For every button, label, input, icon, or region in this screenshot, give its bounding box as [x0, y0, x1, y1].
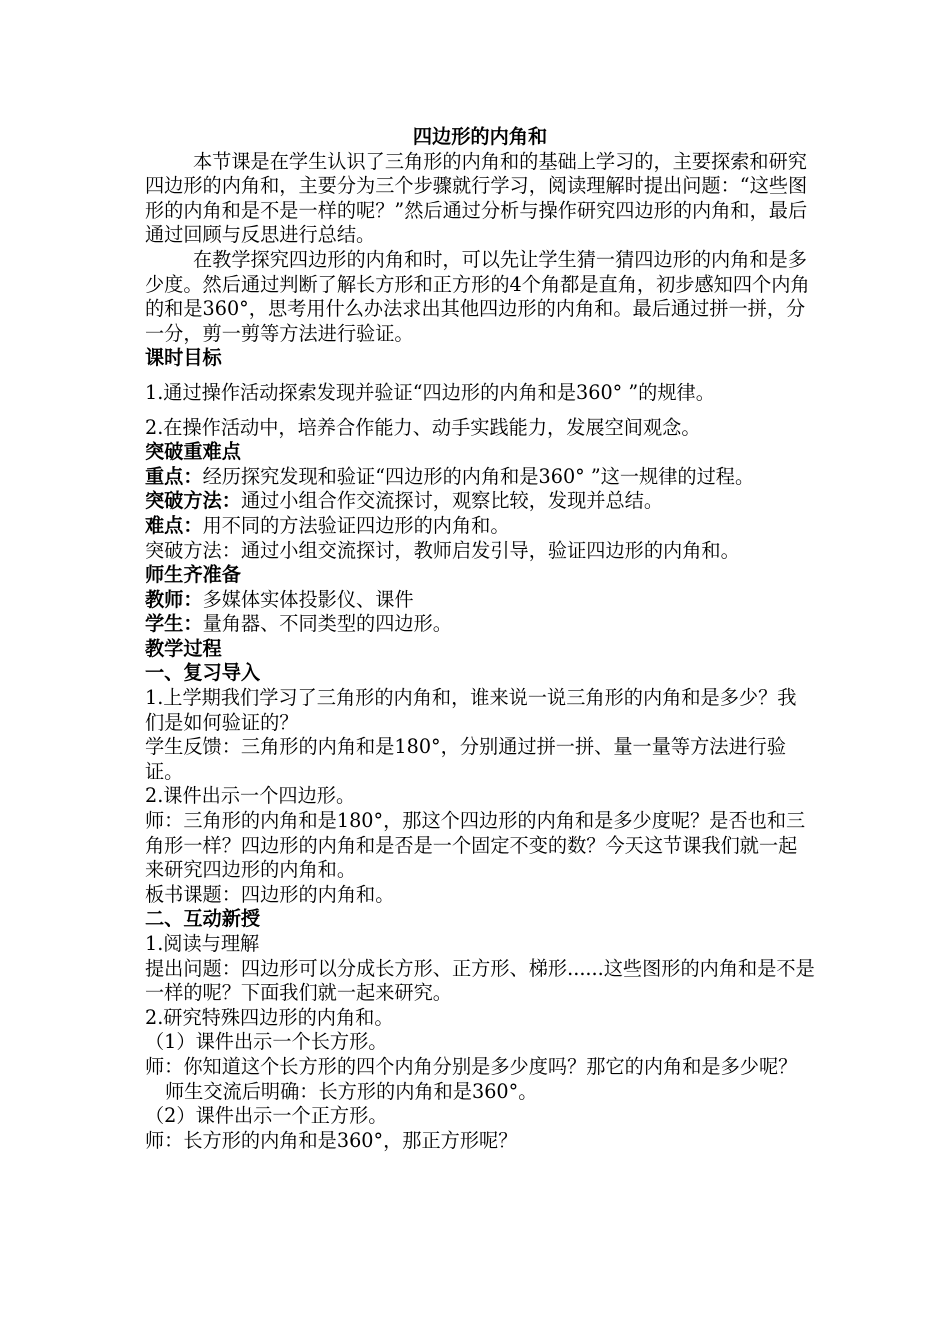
process-line: 师：三角形的内角和是180°，那这个四边形的内角和是多少度呢？是否也和三角形一样？四边形的内角和是否是一个固定不变的数？今天这节课我们就一起来研究四边形的内角和。: [145, 809, 806, 882]
student-label: 学生：: [145, 612, 203, 636]
intro-paragraph: 本节课是在学生认识了三角形的内角和的基础上学习的，主要探索和研究四边形的内角和，主要分为三个步骤就行学习，阅读理解时提出问题：“这些图形的内角和是不是一样的呢？”然后通过分析与操作研究四边形的内角和，最后通过回顾与反思进行总结。: [145, 149, 808, 247]
goal-item: 1.通过操作活动探索发现并验证“四边形的内角和是360° ”的规律。: [145, 380, 715, 404]
goal-item: 2.在操作活动中，培养合作能力、动手实践能力，发展空间观念。: [145, 415, 701, 439]
process-line: 师：你知道这个长方形的四个内角分别是多少度吗？那它的内角和是多少呢？: [145, 1054, 798, 1078]
process-line: 提出问题：四边形可以分成长方形、正方形、梯形......这些图形的内角和是不是一样的呢？下面我们就一起来研究。: [145, 956, 815, 1005]
teacher-label: 教师：: [145, 587, 203, 611]
process-line: （1）课件出示一个长方形。: [145, 1030, 388, 1054]
key-point-label: 重点：: [145, 464, 203, 488]
process-line: 板书课题：四边形的内角和。: [145, 882, 395, 906]
process-line: 2.课件出示一个四边形。: [145, 784, 356, 808]
key-point-text: 经历探究发现和验证“四边形的内角和是360° ”这一规律的过程。: [202, 464, 755, 488]
process-line: 学生反馈：三角形的内角和是180°，分别通过拼一拼、量一量等方法进行验证。: [145, 735, 787, 783]
method-line: 突破方法：通过小组交流探讨，教师启发引导，验证四边形的内角和。: [145, 538, 740, 562]
difficulty-text: 用不同的方法验证四边形的内角和。: [202, 513, 510, 537]
document-body: [145, 125, 815, 1153]
key-point: [145, 465, 815, 490]
difficulty-point: [145, 514, 815, 539]
document-title: 四边形的内角和: [412, 125, 548, 148]
student-text: 量角器、不同类型的四边形。: [202, 612, 452, 636]
process-line: 1.上学期我们学习了三角形的内角和，谁来说一说三角形的内角和是多少？我们是如何验证的？: [145, 686, 797, 734]
teacher-text: 多媒体实体投影仪、课件: [202, 587, 414, 611]
process-line: （2）课件出示一个正方形。: [145, 1104, 388, 1128]
process-line: 师生交流后明确：长方形的内角和是360°。: [165, 1079, 538, 1103]
teacher-prep: [145, 588, 815, 613]
process-line: 师：长方形的内角和是360°，那正方形呢？: [145, 1128, 518, 1152]
section-heading-process: 教学过程: [145, 636, 222, 660]
process-line: 2.研究特殊四边形的内角和。: [145, 1005, 394, 1029]
intro-paragraph: 在教学探究四边形的内角和时，可以先让学生猜一猜四边形的内角和是多少度。然后通过判断了解长方形和正方形的4个角都是直角，初步感知四个内角的和是360°，思考用什么办法求出其他四边形的内角和。最后通过拼一拼，分一分，剪一剪等方法进行验证。: [145, 247, 810, 345]
student-prep: [145, 612, 815, 637]
method-label: 突破方法：: [145, 489, 241, 513]
section-heading-preparation: 师生齐准备: [145, 563, 241, 587]
section-heading-goals: 课时目标: [145, 346, 222, 370]
method-text: 通过小组合作交流探讨，观察比较，发现并总结。: [240, 489, 664, 513]
subsection-heading-review: 一、复习导入: [145, 661, 261, 685]
subsection-heading-new-lesson: 二、互动新授: [145, 907, 261, 931]
process-line: 1.阅读与理解: [145, 932, 260, 955]
method-line: [145, 489, 815, 514]
difficulty-label: 难点：: [145, 513, 203, 537]
section-heading-key-points: 突破重难点: [145, 440, 241, 464]
